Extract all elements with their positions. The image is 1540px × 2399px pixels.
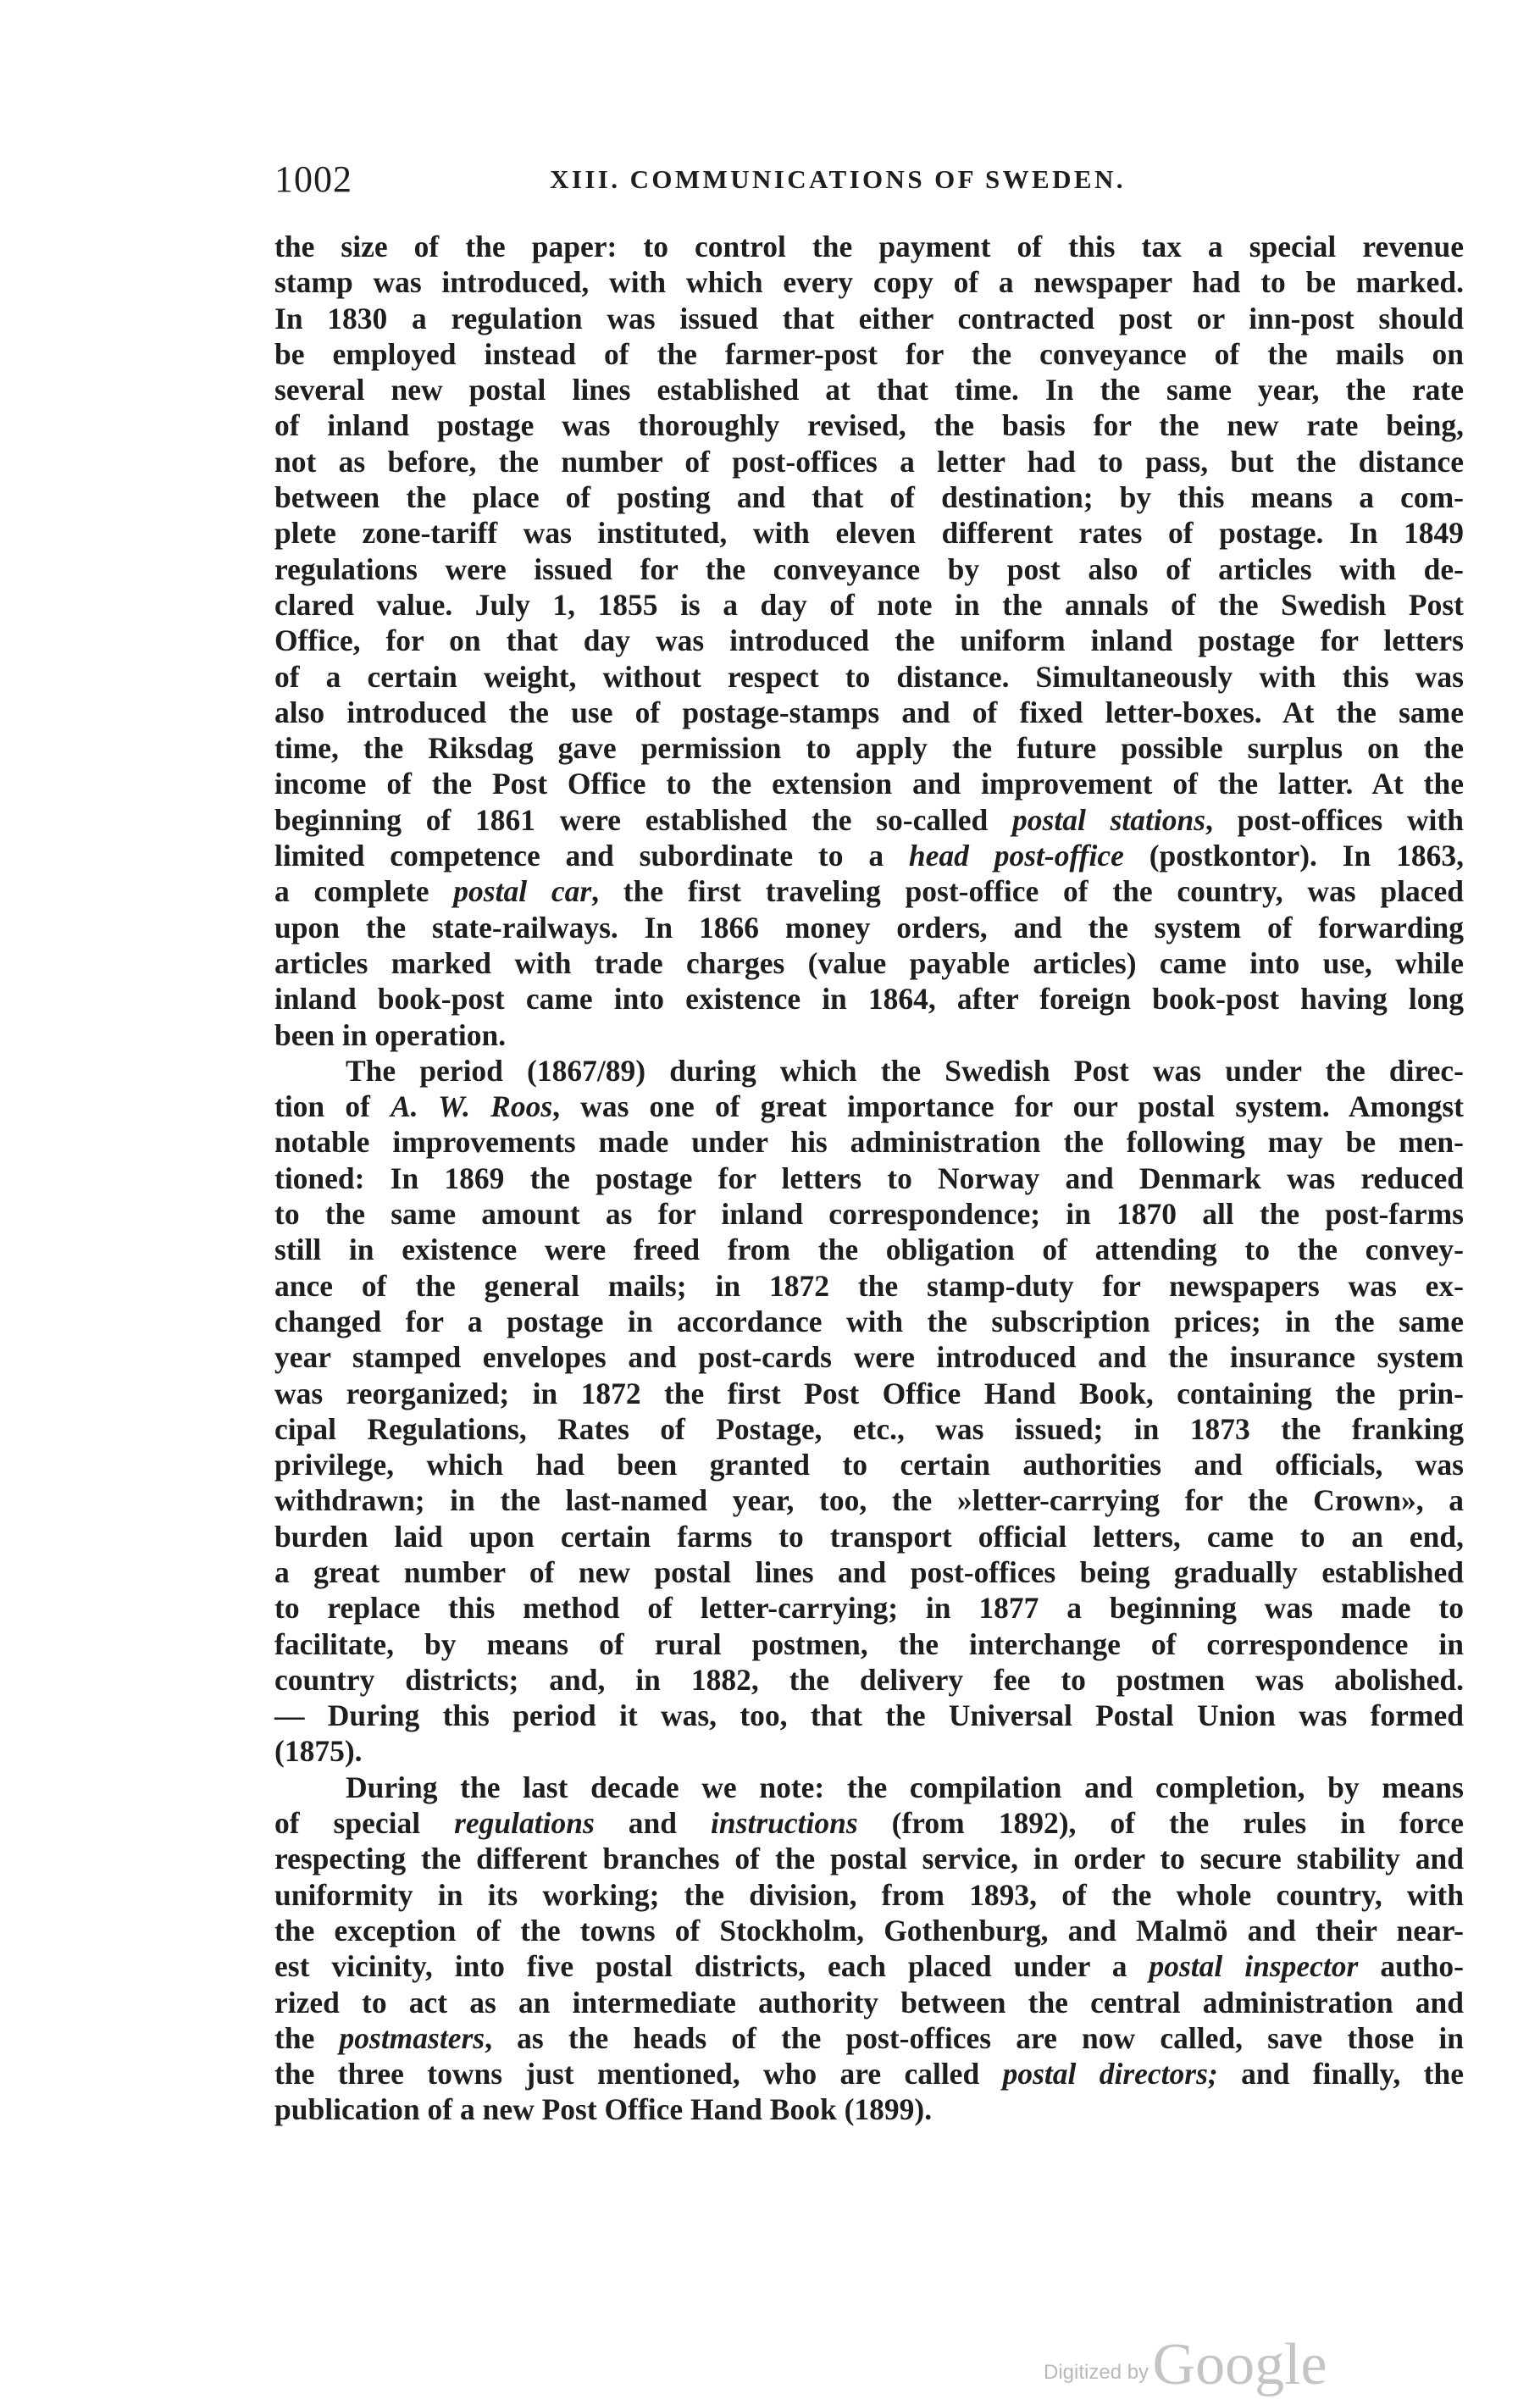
text-run: cipal Regulations, Rates of Postage, etc., was issued; in 1873 the franking [274, 1411, 1464, 1446]
text-line [274, 1913, 1464, 1948]
text-line [274, 1053, 1464, 1089]
text-run: between the place of posting and that of destination; by this means a com- [274, 480, 1464, 515]
text-line [274, 945, 1464, 981]
text-run: , as the heads of the post-offices are now called, save those in [485, 2020, 1464, 2055]
text-line [274, 873, 1464, 909]
google-logo: Google [1152, 2332, 1327, 2397]
text-line [274, 2056, 1464, 2092]
paragraph-1 [274, 229, 1464, 1053]
text-run: income of the Post Office to the extension and improvement of the latter. At the [274, 767, 1464, 801]
text-line [274, 1482, 1464, 1518]
text-line [274, 2092, 1464, 2127]
digitized-by-google-watermark [1044, 2331, 1327, 2399]
text-run: est vicinity, into five postal districts, each placed under a [274, 1949, 1149, 1984]
text-line [274, 1376, 1464, 1411]
text-line [274, 910, 1464, 945]
text-run: to replace this method of letter-carrying; in 1877 a beginning was made to [274, 1591, 1464, 1626]
text-line [274, 1161, 1464, 1196]
text-run: inland book-post came into existence in 1864, after foreign book-post having long [274, 982, 1464, 1017]
text-run: upon the state-railways. In 1866 money orders, and the system of forwarding [274, 910, 1464, 945]
text-run: stamp was introduced, with which every copy of a newspaper had to be marked. [274, 265, 1464, 300]
text-line [274, 1124, 1464, 1160]
text-line [274, 336, 1464, 372]
text-line [274, 301, 1464, 336]
italic-term: postal inspector [1149, 1949, 1359, 1984]
text-run: was reorganized; in 1872 the first Post Office Hand Book, containing the prin- [274, 1376, 1464, 1410]
text-run: and [594, 1806, 712, 1841]
text-run: clared value. July 1, 1855 is a day of note in the annals of the Swedish Post [274, 587, 1464, 622]
text-run: country districts; and, in 1882, the delivery fee to postmen was abolished. [274, 1662, 1464, 1697]
text-run: respecting the different branches of the postal service, in order to secure stability and [274, 1842, 1464, 1876]
text-line [274, 1841, 1464, 1876]
text-line [274, 1985, 1464, 2020]
text-line [274, 1447, 1464, 1482]
text-run: ance of the general mails; in 1872 the stamp-duty for newspapers was ex- [274, 1268, 1464, 1303]
text-run: not as before, the number of post-offices a letter had to pass, but the distance [274, 444, 1464, 479]
text-run: of special [274, 1806, 455, 1841]
text-run: privilege, which had been granted to certain authorities and officials, was [274, 1448, 1464, 1482]
text-line [274, 264, 1464, 300]
text-line [274, 1733, 1464, 1769]
text-line [274, 1519, 1464, 1554]
text-run: During the last decade we note: the compilation and completion, by means [346, 1770, 1464, 1804]
italic-term: A. W. Roos [391, 1089, 553, 1124]
text-run: publication of a new Post Office Hand Book (1899). [274, 2092, 933, 2127]
running-title: XIII. COMMUNICATIONS OF SWEDEN. [550, 164, 1126, 194]
text-line [274, 623, 1464, 658]
text-line [274, 659, 1464, 695]
book-page [274, 0, 1464, 2397]
text-run: been in operation. [274, 1017, 507, 1052]
text-line [274, 479, 1464, 515]
text-line [274, 981, 1464, 1017]
text-line [274, 1304, 1464, 1339]
italic-term: instructions [711, 1806, 858, 1841]
text-run: facilitate, by means of rural postmen, the interchange of correspondence in [274, 1626, 1464, 1661]
text-run: In 1830 a regulation was issued that either contracted post or inn-post should [274, 301, 1464, 335]
text-run: articles marked with trade charges (value payable articles) came into use, while [274, 945, 1464, 980]
text-run: a great number of new postal lines and post-offices being gradually established [274, 1554, 1464, 1589]
page-header [274, 158, 1464, 205]
text-run: rized to act as an intermediate authority between the central administration and [274, 1985, 1464, 2019]
text-run: regulations were issued for the conveyance by post also of articles with de- [274, 551, 1464, 586]
text-line [274, 838, 1464, 873]
text-run: uniformity in its working; the division, from 1893, of the whole country, with [274, 1877, 1464, 1912]
text-run: several new postal lines established at that time. In the same year, the rate [274, 373, 1464, 407]
text-line [274, 802, 1464, 838]
text-run: , post-offices with [1205, 802, 1464, 837]
text-line [274, 1339, 1464, 1375]
paragraph-2 [274, 1053, 1464, 1770]
text-line [274, 372, 1464, 407]
text-run: to the same amount as for inland correspondence; in 1870 all the post-farms [274, 1197, 1464, 1232]
text-line [274, 1232, 1464, 1267]
text-run: The period (1867/89) during which the Swedish Post was under the direc- [346, 1053, 1464, 1088]
italic-term: postmasters [339, 2020, 485, 2055]
italic-term: postal directors; [1002, 2057, 1218, 2092]
text-run: beginning of 1861 were established the so-called [274, 802, 1013, 837]
text-line [274, 1662, 1464, 1698]
text-line [274, 730, 1464, 766]
text-line [274, 1805, 1464, 1841]
text-run: also introduced the use of postage-stamps and of fixed letter-boxes. At the same [274, 695, 1464, 729]
text-run: (1875). [274, 1734, 363, 1769]
text-line [274, 1698, 1464, 1733]
italic-term: postal car [453, 874, 592, 909]
text-run: tion of [274, 1089, 391, 1124]
paragraph-3 [274, 1770, 1464, 2128]
italic-term: postal stations [1012, 802, 1206, 837]
text-line [274, 1626, 1464, 1662]
text-run: year stamped envelopes and post-cards were introduced and the insurance system [274, 1340, 1464, 1375]
text-run: (postkontor). In 1863, [1123, 839, 1464, 873]
text-run: burden laid upon certain farms to transport official letters, came to an end, [274, 1519, 1464, 1554]
text-run: autho- [1358, 1949, 1464, 1984]
text-run: the [274, 2020, 340, 2055]
text-run: , was one of great importance for our postal system. Amongst [552, 1089, 1464, 1124]
text-run: and finally, the [1217, 2057, 1464, 2092]
text-line [274, 1411, 1464, 1447]
text-line [274, 444, 1464, 479]
text-run: , the first traveling post-office of the country, was placed [591, 874, 1464, 909]
text-run: the three towns just mentioned, who are called [274, 2057, 1003, 2092]
text-run: Office, for on that day was introduced the uniform inland postage for letters [274, 623, 1464, 658]
text-line [274, 766, 1464, 801]
text-line [274, 695, 1464, 730]
text-line [274, 1554, 1464, 1590]
text-run: plete zone-tariff was instituted, with eleven different rates of postage. In 1849 [274, 516, 1464, 551]
text-run: (from 1892), of the rules in force [857, 1806, 1464, 1841]
text-run: a complete [274, 874, 454, 909]
text-line [274, 1017, 1464, 1053]
text-line [274, 229, 1464, 264]
watermark-prefix: Digitized by [1044, 2361, 1149, 2384]
text-run: — During this period it was, too, that the Universal Postal Union was formed [274, 1698, 1464, 1733]
text-run: withdrawn; in the last-named year, too, the »letter-carrying for the Crown», a [274, 1483, 1464, 1518]
text-line [274, 587, 1464, 623]
text-line [274, 1196, 1464, 1232]
italic-term: regulations [454, 1806, 595, 1841]
text-line [274, 2020, 1464, 2056]
text-line [274, 407, 1464, 443]
text-line [274, 551, 1464, 587]
text-line [274, 1770, 1464, 1805]
text-line [274, 515, 1464, 551]
text-run: the exception of the towns of Stockholm, Gothenburg, and Malmö and their near- [274, 1913, 1464, 1947]
text-run: the size of the paper: to control the payment of this tax a special revenue [274, 230, 1464, 263]
text-line [274, 1089, 1464, 1124]
text-line [274, 1948, 1464, 1984]
text-line [274, 1877, 1464, 1913]
text-line [274, 1268, 1464, 1304]
text-run: notable improvements made under his administration the following may be men- [274, 1125, 1464, 1160]
text-run: tioned: In 1869 the postage for letters to Norway and Denmark was reduced [274, 1161, 1464, 1195]
text-line [274, 1590, 1464, 1626]
text-run: limited competence and subordinate to a [274, 839, 909, 873]
page-number: 1002 [274, 158, 352, 200]
italic-term: head post-office [908, 839, 1124, 873]
text-run: of a certain weight, without respect to distance. Simultaneously with this was [274, 659, 1464, 694]
text-run: of inland postage was thoroughly revised, the basis for the new rate being, [274, 408, 1464, 443]
text-run: be employed instead of the farmer-post for the conveyance of the mails on [274, 336, 1464, 371]
text-run: time, the Riksdag gave permission to apply the future possible surplus on the [274, 731, 1464, 766]
text-run: changed for a postage in accordance with the subscription prices; in the same [274, 1304, 1464, 1338]
text-run: still in existence were freed from the obligation of attending to the convey- [274, 1233, 1464, 1267]
body-text [274, 229, 1464, 2128]
